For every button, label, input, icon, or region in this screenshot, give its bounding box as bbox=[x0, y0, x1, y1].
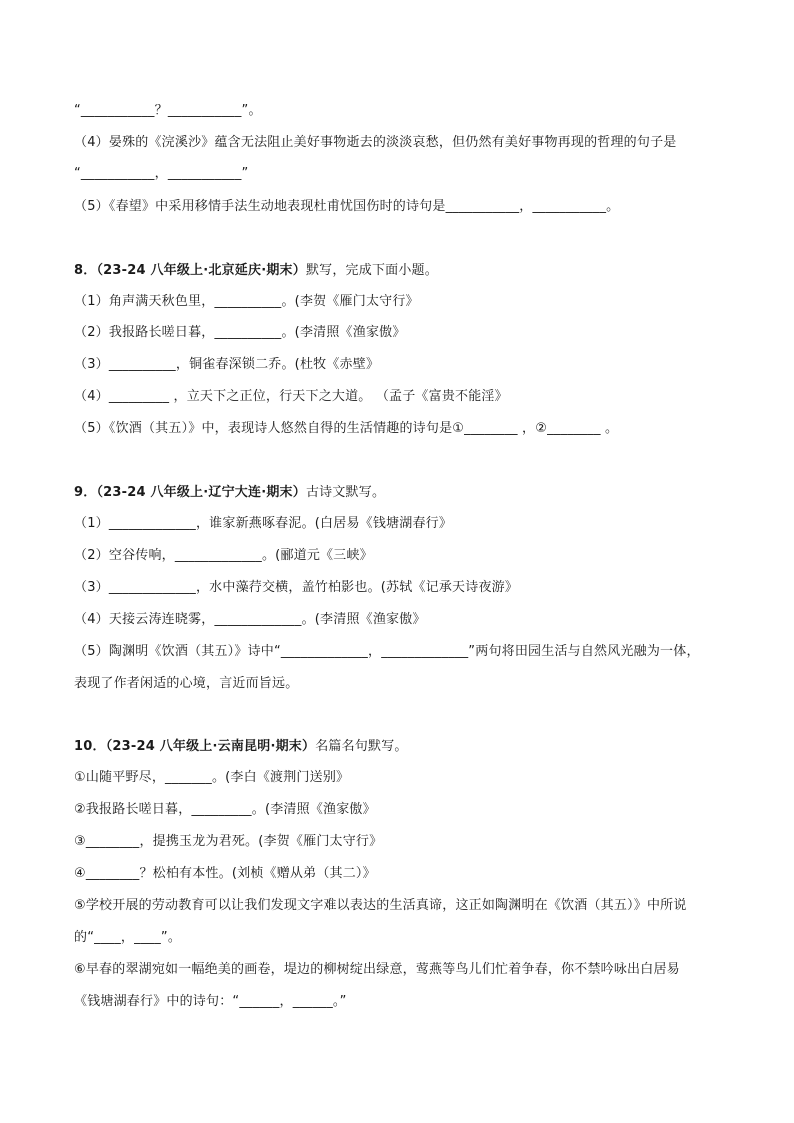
question-item: （1）角声满天秋色里，__________。(李贺《雁门太守行》 bbox=[74, 294, 419, 309]
text-line: （5）《春望》中采用移情手法生动地表现杜甫忧国伤时的诗句是___________，___________。 bbox=[74, 199, 620, 214]
question-9-title bbox=[74, 483, 734, 503]
question-number: 9． bbox=[74, 485, 97, 500]
question-task: 默写，完成下面小题。 bbox=[305, 263, 438, 278]
question-8-title bbox=[74, 261, 734, 281]
question-source: （23-24 八年级上·云南昆明·期末） bbox=[105, 739, 316, 754]
question-item: 表现了作者闲适的心境，言近而旨远。 bbox=[74, 676, 299, 691]
question-task: 名篇名句默写。 bbox=[315, 739, 408, 754]
question-source: （23-24 八年级上·北京延庆·期末） bbox=[96, 263, 306, 278]
question-source: （23-24 八年级上·辽宁大连·期末） bbox=[96, 485, 306, 500]
question-item: 的“____，____”。 bbox=[74, 930, 182, 945]
question-item: （5）《饮酒（其五）》中，表现诗人悠然自得的生活情趣的诗句是①________ ，②________ 。 bbox=[74, 421, 619, 436]
question-item: （4）天接云涛连晓雾，_____________。(李清照《渔家傲》 bbox=[74, 612, 426, 627]
question-item: （3）__________，铜雀春深锁二乔。(杜牧《赤壁》 bbox=[74, 357, 380, 372]
question-number: 8． bbox=[74, 263, 97, 278]
question-item: （1）_____________，谁家新燕啄春泥。(白居易《钱塘湖春行》 bbox=[74, 516, 453, 531]
question-10-title bbox=[74, 737, 734, 757]
question-item: （5）陶渊明《饮酒（其五）》诗中“_____________，_____________”两句将田园生活与自然风光融为一体， bbox=[74, 644, 700, 659]
question-item: ②我报路长嗟日暮，_________。(李清照《渔家傲》 bbox=[74, 802, 376, 817]
question-item: （2）我报路长嗟日暮，__________。(李清照《渔家傲》 bbox=[74, 325, 406, 340]
question-item: ⑤学校开展的劳动教育可以让我们发现文字难以表达的生活真谛，这正如陶渊明在《饮酒（其五）》中所说 bbox=[74, 898, 687, 913]
question-item: ⑥早春的翠湖宛如一幅绝美的画卷，堤边的柳树绽出绿意，莺燕等鸟儿们忙着争春，你不禁吟咏出白居易 bbox=[74, 962, 680, 977]
question-item: （4）_________ ，立天下之正位，行天下之大道。 （孟子《富贵不能淫》 bbox=[74, 389, 508, 404]
text-line: （4）晏殊的《浣溪沙》蕴含无法阻止美好事物逝去的淡淡哀愁，但仍然有美好事物再现的哲理的句子是 bbox=[74, 135, 677, 150]
text-line: “___________，___________” bbox=[74, 166, 249, 181]
question-number: 10． bbox=[74, 739, 106, 754]
question-item: （3）_____________，水中藻荇交横，盖竹柏影也。(苏轼《记承天诗夜游》 bbox=[74, 580, 519, 595]
question-item: （2）空谷传响，_____________。(郦道元《三峡》 bbox=[74, 548, 373, 563]
question-item: ③________，提携玉龙为君死。(李贺《雁门太守行》 bbox=[74, 834, 383, 849]
question-item: ①山随平野尽，_______。(李白《渡荆门送别》 bbox=[74, 770, 350, 785]
question-item: 《钱塘湖春行》中的诗句：“______，______。” bbox=[74, 994, 347, 1009]
text-line: “___________？___________”。 bbox=[74, 103, 262, 118]
question-item: ④________？松柏有本性。(刘桢《赠从弟（其二）》 bbox=[74, 866, 376, 881]
question-task: 古诗文默写。 bbox=[305, 485, 386, 500]
